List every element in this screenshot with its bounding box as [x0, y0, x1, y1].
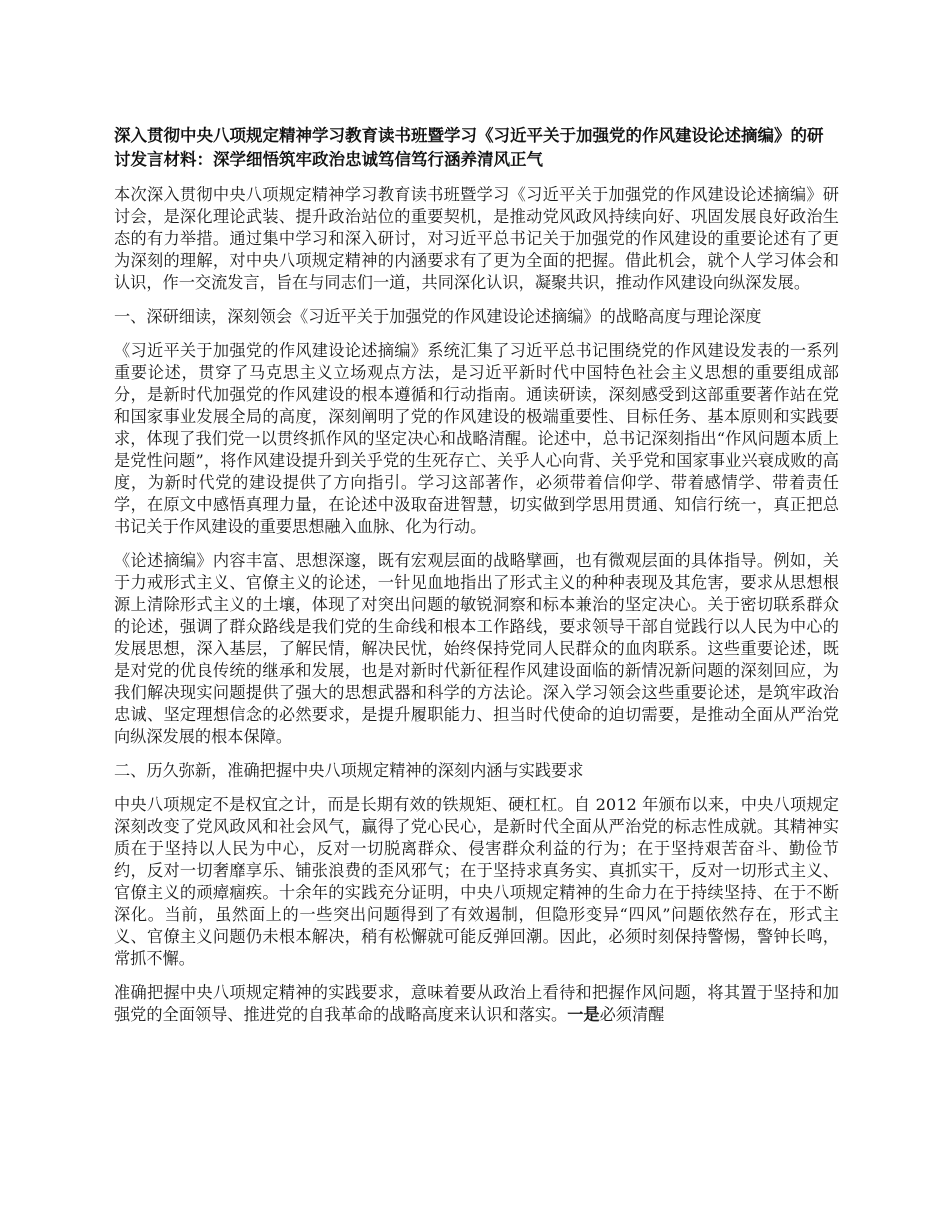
section-1-heading: 一、深研细读，深刻领会《习近平关于加强党的作风建设论述摘编》的战略高度与理论深度 — [114, 307, 762, 326]
section-1-paragraph-1: 《习近平关于加强党的作风建设论述摘编》系统汇集了习近平总书记围绕党的作风建设发表的一系列重要论述，贯穿了马克思主义立场观点方法，是习近平新时代中国特色社会主义思想的重要组成部分，是新时代加强党的作风建设的根本遵循和行动指南。通读研读，深刻感受到这部重要著作站在党和国家事业发展全局的高度，深刻阐明了党的作风建设的极端重要性、目标任务、基本原则和实践要求，体现了我们党一以贯终抓作风的坚定决心和战略清醒。论述中，总书记深刻指出“作风问题本质上是党性问题”，将作风建设提升到关乎党的生死存亡、关乎人心向背、关乎党和国家事业兴衰成败的高度，为新时代党的建设提供了方向指引。学习这部著作，必须带着信仰学、带着感情学、带着责任学，在原文中感悟真理力量，在论述中汲取奋进智慧，切实做到学思用贯通、知信行统一，真正把总书记关于作风建设的重要思想融入血脉、化为行动。 — [114, 341, 839, 536]
section-2-heading: 二、历久弥新，准确把握中央八项规定精神的深刻内涵与实践要求 — [114, 761, 584, 780]
document-page — [114, 124, 839, 1038]
section-2-paragraph-2-bold-lead: 一是 — [567, 1005, 600, 1024]
section-2-paragraph-2-text: 准确把握中央八项规定精神的实践要求，意味着要从政治上看待和把握作风问题，将其置于坚持和加强党的全面领导、推进党的自我革命的战略高度来认识和落实。 — [114, 983, 839, 1024]
intro-paragraph: 本次深入贯彻中央八项规定精神学习教育读书班暨学习《习近平关于加强党的作风建设论述摘编》研讨会，是深化理论武装、提升政治站位的重要契机，是推动党风政风持续向好、巩固发展良好政治生态的有力举措。通过集中学习和深入研讨，对习近平总书记关于加强党的作风建设的重要论述有了更为深刻的理解，对中央八项规定精神的内涵要求有了更为全面的把握。借此机会，就个人学习体会和认识，作一交流发言，旨在与同志们一道，共同深化认识，凝聚共识，推动作风建设向纵深发展。 — [114, 185, 839, 292]
section-2-paragraph-2 — [114, 982, 839, 1026]
section-2-paragraph-2-tail: 必须清醒 — [599, 1005, 665, 1024]
document-title: 深入贯彻中央八项规定精神学习教育读书班暨学习《习近平关于加强党的作风建设论述摘编》的研讨发言材料：深学细悟筑牢政治忠诚笃信笃行涵养清风正气 — [114, 126, 824, 169]
section-1-paragraph-2: 《论述摘编》内容丰富、思想深邃，既有宏观层面的战略擘画，也有微观层面的具体指导。例如，关于力戒形式主义、官僚主义的论述，一针见血地指出了形式主义的种种表现及其危害，要求从思想根源上清除形式主义的土壤，体现了对突出问题的敏锐洞察和标本兼治的坚定决心。关于密切联系群众的论述，强调了群众路线是我们党的生命线和根本工作路线，要求领导干部自觉践行以人民为中心的发展思想，深入基层，了解民情，解决民忧，始终保持党同人民群众的血肉联系。这些重要论述，既是对党的优良传统的继承和发展，也是对新时代新征程作风建设面临的新情况新问题的深刻回应，为我们解决现实问题提供了强大的思想武器和科学的方法论。深入学习领会这些重要论述，是筑牢政治忠诚、坚定理想信念的必然要求，是提升履职能力、担当时代使命的迫切需要，是推动全面从严治党向纵深发展的根本保障。 — [114, 551, 839, 746]
section-2-paragraph-1: 中央八项规定不是权宜之计，而是长期有效的铁规矩、硬杠杠。自 2012 年颁布以来，中央八项规定深刻改变了党风政风和社会风气，赢得了党心民心，是新时代全面从严治党的标志性成就。其精神实质在于坚持以人民为中心，反对一切脱离群众、侵害群众利益的行为；在于坚持艰苦奋斗、勤俭节约，反对一切奢靡享乐、铺张浪费的歪风邪气；在于坚持求真务实、真抓实干，反对一切形式主义、官僚主义的顽瘴痼疾。十余年的实践充分证明，中央八项规定精神的生命力在于持续坚持、在于不断深化。当前，虽然面上的一些突出问题得到了有效遏制，但隐形变异“四风”问题依然存在，形式主义、官僚主义问题仍未根本解决，稍有松懈就可能反弹回潮。因此，必须时刻保持警惕，警钟长鸣，常抓不懈。 — [114, 795, 839, 968]
